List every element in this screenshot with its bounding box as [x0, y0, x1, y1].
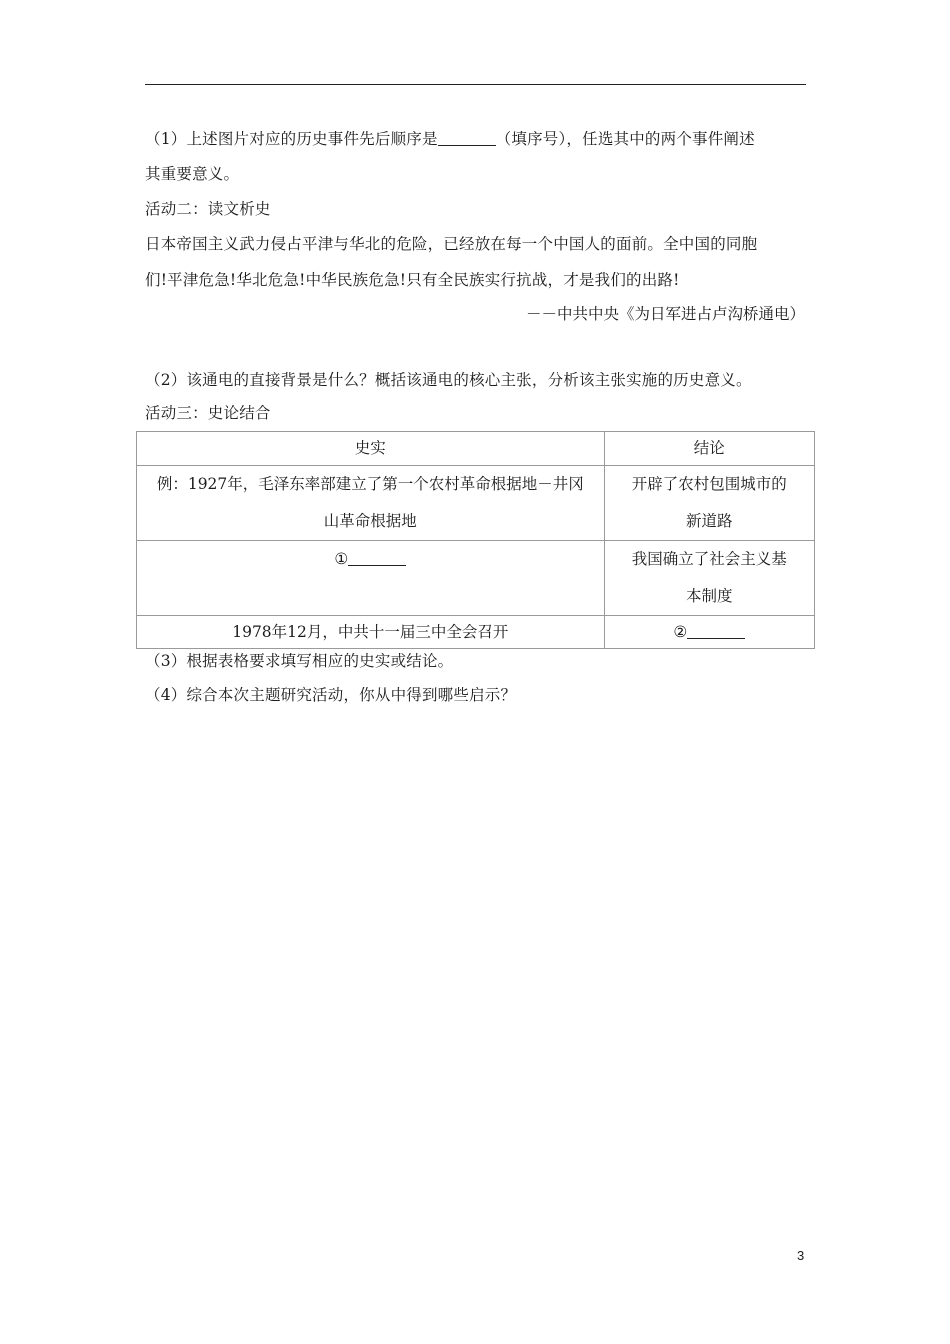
- facts-table: [136, 431, 815, 649]
- conclusion-cell: [604, 541, 814, 616]
- conclusion-line: 开辟了农村包围城市的: [631, 475, 787, 493]
- answer-blank-order[interactable]: [438, 130, 496, 146]
- question-1-line-2: 其重要意义。: [145, 165, 240, 183]
- blank-marker-1: ①: [334, 550, 349, 568]
- table-row: [137, 541, 815, 616]
- fact-line: 例：1927年，毛泽东率部建立了第一个农村革命根据地－井冈: [156, 475, 584, 493]
- conclusion-line: 新道路: [686, 512, 733, 530]
- question-1-text-b: （填序号），任选其中的两个事件阐述: [495, 130, 755, 148]
- conclusion-line: 我国确立了社会主义基: [631, 550, 787, 568]
- activity-2-title: 活动二：读文析史: [145, 200, 271, 218]
- fact-cell: [137, 466, 605, 541]
- quote-line-1: 日本帝国主义武力侵占平津与华北的危险，已经放在每一个中国人的面前。全中国的同胞: [145, 235, 758, 253]
- header-fact: 史实: [137, 432, 605, 466]
- conclusion-cell: [604, 616, 814, 649]
- page-number: 3: [797, 1248, 805, 1263]
- header-rule: [145, 84, 806, 85]
- activity-3-title: 活动三：史论结合: [145, 404, 271, 422]
- blank-marker-2: ②: [673, 623, 688, 641]
- question-1-text-a: （1）上述图片对应的历史事件先后顺序是: [145, 130, 438, 148]
- header-conclusion: 结论: [604, 432, 814, 466]
- question-3: （3）根据表格要求填写相应的史实或结论。: [145, 652, 454, 670]
- question-1-line-1: [145, 127, 755, 149]
- conclusion-cell: [604, 466, 814, 541]
- table-row: [137, 616, 815, 649]
- quote-line-2: 们!平津危急!华北危急!中华民族危急!只有全民族实行抗战，才是我们的出路!: [145, 271, 680, 289]
- quote-source: －－中共中央《为日军进占卢沟桥通电）: [525, 305, 805, 323]
- answer-blank-1[interactable]: [348, 550, 406, 566]
- answer-blank-2[interactable]: [687, 623, 745, 639]
- fact-cell: [137, 541, 605, 616]
- question-2: （2）该通电的直接背景是什么？概括该通电的核心主张，分析该主张实施的历史意义。: [145, 371, 752, 389]
- fact-cell: 1978年12月，中共十一届三中全会召开: [137, 616, 605, 649]
- question-4: （4）综合本次主题研究活动，你从中得到哪些启示？: [145, 686, 517, 704]
- table-header-row: [137, 432, 815, 466]
- fact-line: 山革命根据地: [323, 512, 417, 530]
- table-row: [137, 466, 815, 541]
- conclusion-line: 本制度: [686, 587, 733, 605]
